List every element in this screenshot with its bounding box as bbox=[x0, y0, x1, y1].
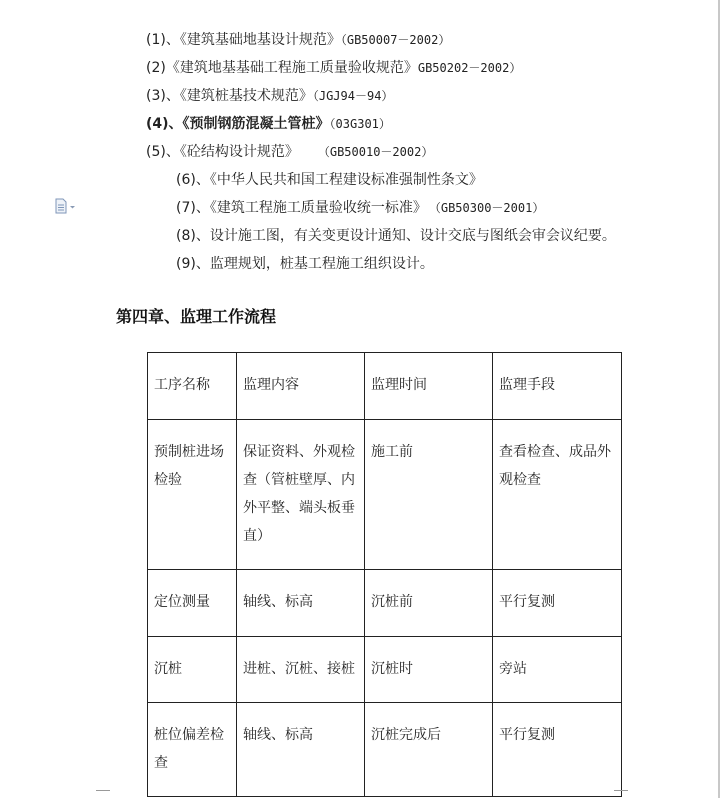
table-cell: 沉桩完成后 bbox=[365, 703, 493, 797]
reference-item-4: (4)、《预制钢筋混凝土管桩》（03G301） bbox=[146, 116, 391, 132]
table-cell: 查看检查、成品外观检查 bbox=[493, 420, 622, 570]
table-cell: 平行复测 bbox=[493, 703, 622, 797]
table-row bbox=[148, 420, 622, 570]
reference-item-5: (5)、《砼结构设计规范》 （GB50010－2002） bbox=[146, 144, 434, 160]
table-header-cell: 监理内容 bbox=[237, 353, 365, 420]
reference-item-3: (3)、《建筑桩基技术规范》（JGJ94－94） bbox=[146, 88, 394, 104]
table-header-row bbox=[148, 353, 622, 420]
table-cell: 旁站 bbox=[493, 637, 622, 703]
table-header-cell: 监理时间 bbox=[365, 353, 493, 420]
table-cell: 进桩、沉桩、接桩 bbox=[237, 637, 365, 703]
table-cell: 沉桩时 bbox=[365, 637, 493, 703]
table-header-cell: 工序名称 bbox=[148, 353, 237, 420]
reference-item-6: (6)、《中华人民共和国工程建设标准强制性条文》 bbox=[176, 172, 483, 188]
table-row bbox=[148, 637, 622, 703]
table-cell: 保证资料、外观检查（管桩壁厚、内外平整、端头板垂直） bbox=[237, 420, 365, 570]
table-cell: 平行复测 bbox=[493, 570, 622, 637]
table-cell: 沉桩 bbox=[148, 637, 237, 703]
table-cell: 轴线、标高 bbox=[237, 570, 365, 637]
table-cell: 定位测量 bbox=[148, 570, 237, 637]
reference-item-8: (8)、设计施工图，有关变更设计通知、设计交底与图纸会审会议纪要。 bbox=[176, 228, 616, 244]
document-dropdown-icon[interactable] bbox=[54, 198, 76, 214]
table-cell: 预制桩进场检验 bbox=[148, 420, 237, 570]
table-cell: 桩位偏差检查 bbox=[148, 703, 237, 797]
table-row bbox=[148, 570, 622, 637]
table-cell: 施工前 bbox=[365, 420, 493, 570]
reference-item-9: (9)、监理规划，桩基工程施工组织设计。 bbox=[176, 256, 434, 272]
reference-item-1: (1)、《建筑基础地基设计规范》（GB50007－2002） bbox=[146, 32, 451, 48]
table-cell: 沉桩前 bbox=[365, 570, 493, 637]
workflow-table bbox=[147, 352, 622, 797]
reference-item-2: (2)《建筑地基基础工程施工质量验收规范》GB50202－2002） bbox=[146, 60, 522, 76]
table-row bbox=[148, 703, 622, 797]
table-cell: 轴线、标高 bbox=[237, 703, 365, 797]
chapter-title: 第四章、监理工作流程 bbox=[116, 307, 277, 326]
table-header-cell: 监理手段 bbox=[493, 353, 622, 420]
reference-item-7: (7)、《建筑工程施工质量验收统一标准》 （GB50300－2001） bbox=[176, 200, 545, 216]
